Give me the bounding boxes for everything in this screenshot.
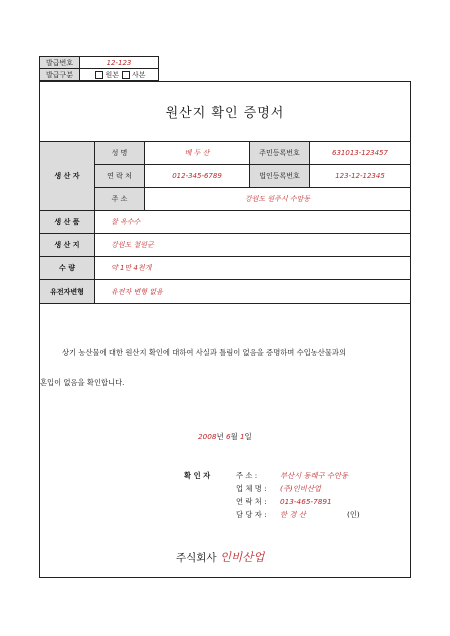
confirmer-manager-label: 담 당 자 :: [236, 510, 267, 519]
confirmer-company-value: (주)인비산업: [280, 484, 321, 493]
gmo-label: 유전자변형: [40, 280, 95, 304]
date-day-suffix: 일: [244, 432, 252, 441]
region-label: 생 산 지: [40, 234, 95, 257]
footer-company: [176, 549, 264, 565]
issue-type-label: 발급구분: [40, 69, 80, 80]
issue-type-options: [80, 69, 158, 80]
confirmer-label: 확 인 자: [184, 471, 211, 480]
confirmer-phone-value: 013-465-7891: [280, 497, 332, 506]
product-value: 찰 옥수수: [95, 211, 410, 234]
date-month: 6: [225, 432, 231, 441]
quantity-value: 약 1만 4천개: [95, 257, 410, 280]
date-year: 2008: [198, 432, 217, 441]
body-text-line2: 혼입이 없음을 확인합니다.: [40, 378, 125, 387]
name-label: 성 명: [95, 142, 145, 165]
certificate-form: [39, 81, 411, 578]
footer-prefix: 주식회사: [176, 552, 217, 564]
name-value: 배 두 산: [145, 142, 250, 165]
address-value: 강원도 원주시 수암동: [145, 188, 410, 211]
product-label: 생 산 품: [40, 211, 95, 234]
brn-value: 123-12-12345: [310, 165, 410, 188]
contact-value: 012-345-6789: [145, 165, 250, 188]
date-day: 1: [240, 432, 245, 441]
footer-company-name: 인비산업: [219, 550, 265, 564]
original-checkbox[interactable]: [95, 71, 103, 79]
contact-label: 연 락 처: [95, 165, 145, 188]
gmo-value: 유전자 변형 없음: [95, 280, 410, 304]
producer-section-label: 생 산 자: [40, 142, 95, 211]
body-text-line1: 상기 농산물에 대한 원산지 확인에 대하여 사실과 틀림이 없음을 증명하며 수입농산물과의: [62, 348, 346, 357]
region-value: 강원도 철원군: [95, 234, 410, 257]
issue-number-label: 발급번호: [40, 57, 80, 69]
original-label: 원본: [105, 70, 119, 79]
page-title: 원산지 확인 증명서: [40, 82, 410, 142]
confirmer-manager-value: 한 경 산: [280, 510, 306, 519]
seal-mark: (인): [347, 510, 360, 519]
issue-date: [198, 432, 252, 442]
confirmer-company-label: 업 체 명 :: [236, 484, 267, 493]
address-label: 주 소: [95, 188, 145, 211]
date-month-suffix: 월: [230, 432, 238, 441]
rrn-value: 631013-123457: [310, 142, 410, 165]
issue-table: [39, 56, 159, 81]
date-year-suffix: 년: [216, 432, 224, 441]
rrn-label: 주민등록번호: [250, 142, 310, 165]
confirmer-address-value: 부산시 동래구 수안동: [280, 471, 349, 480]
copy-checkbox[interactable]: [122, 71, 130, 79]
confirmer-address-label: 주 소 :: [236, 471, 258, 480]
quantity-label: 수 량: [40, 257, 95, 280]
brn-label: 법인등록번호: [250, 165, 310, 188]
confirmer-phone-label: 연 락 처 :: [236, 497, 267, 506]
issue-number-value: 12-123: [80, 57, 158, 69]
copy-label: 사본: [132, 70, 146, 79]
